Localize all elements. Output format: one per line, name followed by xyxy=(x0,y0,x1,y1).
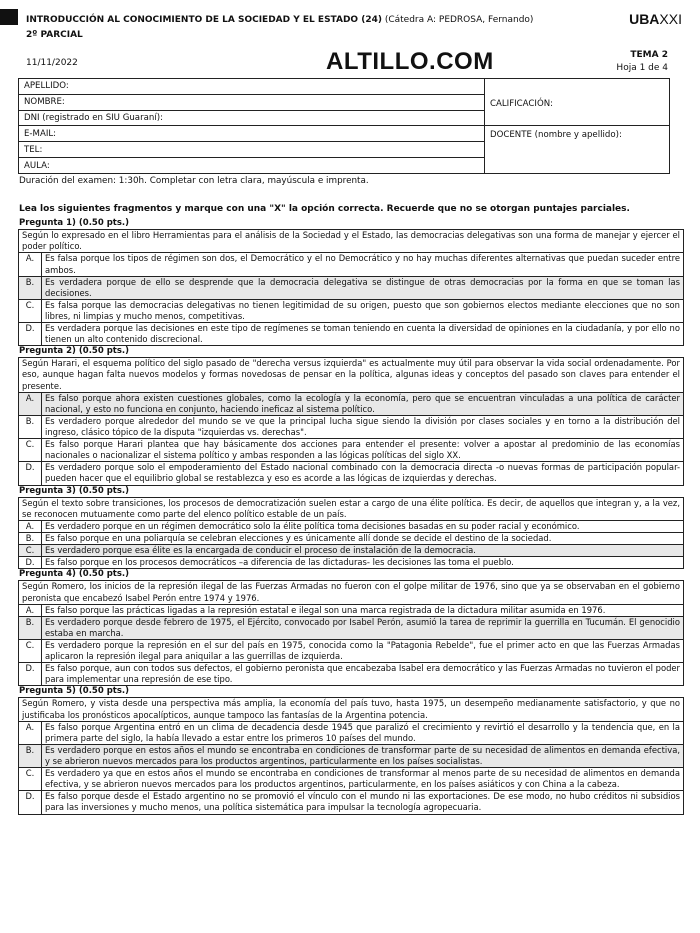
question-header: Pregunta 3) (0.50 pts.) xyxy=(19,485,130,496)
catedra-name: (Cátedra A: PEDROSA, Fernando) xyxy=(381,15,534,25)
nombre-field[interactable]: NOMBRE: xyxy=(19,94,485,110)
exam-duration: Duración del examen: 1:30h. Completar con letra clara, mayúscula e imprenta. xyxy=(19,176,369,186)
question-stem: Según el texto sobre transiciones, los procesos de democratización suelen estar a cargo de una élite política. Es decir, de aquellos que integran y, a la vez, se reconocen mutuamente como parte del elenco político estable de un país. xyxy=(18,497,684,521)
aula-field[interactable]: AULA: xyxy=(19,158,485,174)
question-3 xyxy=(18,486,684,570)
question-stem: Según Harari, el esquema político del siglo pasado de "derecha versus izquierda" es actualmente muy útil para observar la vida social ordenadamente. Por eso, aunque hagan falta nuevos modelos y formas novedosas de pensar en la política, algunas ideas y conceptos del pasado son claves para entender el presente. xyxy=(18,357,684,393)
option-c[interactable] xyxy=(19,545,684,557)
option-text: Es verdadero porque la represión en el sur del país en 1975, conocida como la "Patagonia Rebelde", fue el primer acto en que las Fuerzas Armadas aplicaron la represión ilegal para aniquilar a las guerrillas de izquierda. xyxy=(42,639,684,662)
option-a[interactable] xyxy=(19,520,684,532)
option-text: Es verdadera porque las decisiones en este tipo de regímenes se toman teniendo en cuenta la diversidad de opiniones en la ciudadanía, y por ello no tienen un alto contenido discrecional. xyxy=(42,322,684,345)
options-table xyxy=(18,721,684,815)
tel-field[interactable]: TEL: xyxy=(19,142,485,158)
dni-field[interactable]: DNI (registrado en SIU Guaraní): xyxy=(19,110,485,126)
uba-logo-text: UBA xyxy=(629,11,660,27)
exam-name: 2º PARCIAL xyxy=(26,30,83,40)
question-stem: Según lo expresado en el libro Herramientas para el análisis de la Sociedad y el Estado, las democracias delegativas son una forma de manejar y ejercer el poder político. xyxy=(18,229,684,253)
calificacion-field[interactable]: CALIFICACIÓN: xyxy=(485,79,670,126)
corner-mark xyxy=(0,9,18,25)
option-a[interactable] xyxy=(19,721,684,744)
option-text: Es falso porque, aun con todos sus defectos, el gobierno peronista que encabezaba Isabel era democrático y las Fuerzas Armadas no tuvieron el poder para implementar una represión de ese tipo. xyxy=(42,663,684,686)
option-letter[interactable]: B. xyxy=(19,415,42,438)
question-header: Pregunta 1) (0.50 pts.) xyxy=(19,218,130,228)
option-text: Es verdadero porque en un régimen democrático solo la élite política toma decisiones basadas en su poder racial y económico. xyxy=(42,520,684,532)
watermark: ALTILLO.COM xyxy=(326,48,494,75)
option-d[interactable] xyxy=(19,557,684,569)
option-text: Es falsa porque los tipos de régimen son dos, el Democrático y el no Democrático y no hay muchas diferentes alternativas que puedan suceder entre ambos. xyxy=(42,253,684,276)
option-letter[interactable]: B. xyxy=(19,276,42,299)
option-text: Es verdadero porque alrededor del mundo se ve que la principal lucha sigue siendo la división por clases sociales y en torno a la distribución del ingreso, clásico tópico de la disputa "izquierdas vs. derechas". xyxy=(42,415,684,438)
question-stem: Según Romero, los inicios de la represión ilegal de las Fuerzas Armadas no fueron con el golpe militar de 1976, sino que ya se observaban en el gobierno peronista que encabezó Isabel Perón entre 1974 y 1976. xyxy=(18,580,684,604)
option-text: Es verdadero porque esa élite es la encargada de conducir el proceso de instalación de la democracia. xyxy=(42,545,684,557)
questions-list xyxy=(18,218,684,815)
question-1 xyxy=(18,218,684,346)
option-letter[interactable]: A. xyxy=(19,721,42,744)
option-letter[interactable]: A. xyxy=(19,520,42,532)
option-text: Es falso porque en una poliarquía se celebran elecciones y es únicamente allí donde se decide el destino de la sociedad. xyxy=(42,533,684,545)
instructions: Lea los siguientes fragmentos y marque con una "X" la opción correcta. Recuerde que no se otorgan puntajes parciales. xyxy=(19,204,630,214)
question-stem: Según Romero, y vista desde una perspectiva más amplia, la economía del país tuvo, hasta 1975, un desempeño medianamente satisfactorio, y que no justificaba los pronósticos apocalípticos, aunque tampoco las fantasías de la Argentina potencia. xyxy=(18,697,684,721)
option-b[interactable] xyxy=(19,616,684,639)
option-text: Es falsa porque las democracias delegativas no tienen legitimidad de su origen, puesto que son gobiernos electos mediante elecciones que no son libres, ni limpias y mucho menos, competitivas. xyxy=(42,299,684,322)
options-table xyxy=(18,604,684,687)
option-text: Es verdadero porque en estos años el mundo se encontraba en condiciones de transformar parte de su necesidad de alimentos en demanda efectiva, y se abrieron nuevos mercados para los productos argentinos, particularmente en los países socialistas. xyxy=(42,744,684,767)
option-letter[interactable]: B. xyxy=(19,533,42,545)
option-letter[interactable]: C. xyxy=(19,299,42,322)
option-letter[interactable]: C. xyxy=(19,639,42,662)
email-field[interactable]: E-MAIL: xyxy=(19,126,485,142)
question-4 xyxy=(18,569,684,686)
option-letter[interactable]: A. xyxy=(19,253,42,276)
option-letter[interactable]: C. xyxy=(19,439,42,462)
options-table xyxy=(18,520,684,569)
question-5 xyxy=(18,686,684,814)
option-letter[interactable]: D. xyxy=(19,557,42,569)
page-indicator: Hoja 1 de 4 xyxy=(616,63,668,73)
exam-date: 11/11/2022 xyxy=(26,58,78,68)
question-header: Pregunta 5) (0.50 pts.) xyxy=(19,686,130,697)
option-a[interactable] xyxy=(19,604,684,616)
option-letter[interactable]: C. xyxy=(19,545,42,557)
option-text: Es verdadera porque de ello se desprende que la democracia delegativa se distingue de otras democracias por la forma en que se toman las decisiones. xyxy=(42,276,684,299)
course-name: INTRODUCCIÓN AL CONOCIMIENTO DE LA SOCIEDAD Y EL ESTADO (24) xyxy=(26,15,382,25)
docente-field[interactable]: DOCENTE (nombre y apellido): xyxy=(485,126,670,174)
option-a[interactable] xyxy=(19,253,684,276)
option-d[interactable] xyxy=(19,462,684,485)
apellido-field[interactable]: APELLIDO: xyxy=(19,79,485,95)
options-table xyxy=(18,252,684,346)
option-b[interactable] xyxy=(19,744,684,767)
options-table xyxy=(18,392,684,486)
option-c[interactable] xyxy=(19,439,684,462)
option-c[interactable] xyxy=(19,639,684,662)
option-letter[interactable]: B. xyxy=(19,744,42,767)
option-letter[interactable]: D. xyxy=(19,462,42,485)
option-letter[interactable]: C. xyxy=(19,768,42,791)
option-d[interactable] xyxy=(19,791,684,814)
option-text: Es verdadero porque solo el empoderamiento del Estado nacional combinado con la democracia directa -o nuevas formas de participación popular- pueden hacer que el equilibrio global se restablezca y eso es acorde a las lógicas de izquierdas y derechas. xyxy=(42,462,684,485)
option-text: Es falso porque Argentina entró en un clima de decadencia desde 1945 que paralizó el crecimiento y revirtió el desarrollo y la tendencia que, en la primera parte del siglo, la había llevado a estar entre los primeros 10 países del mundo. xyxy=(42,721,684,744)
option-a[interactable] xyxy=(19,392,684,415)
question-header: Pregunta 4) (0.50 pts.) xyxy=(19,569,130,580)
tema-label: TEMA 2 xyxy=(630,50,668,60)
option-c[interactable] xyxy=(19,768,684,791)
option-letter[interactable]: A. xyxy=(19,604,42,616)
question-2 xyxy=(18,346,684,485)
uba-logo-xxi: XXI xyxy=(659,11,682,27)
option-letter[interactable]: D. xyxy=(19,322,42,345)
option-text: Es falso porque desde el Estado argentino no se promovió el vínculo con el mundo ni las exportaciones. De ese modo, no hubo créditos ni subsidios para las inversiones y mucho menos, una política sistemática para impulsar la tecnología agropecuaria. xyxy=(42,791,684,814)
option-b[interactable] xyxy=(19,415,684,438)
option-d[interactable] xyxy=(19,663,684,686)
option-c[interactable] xyxy=(19,299,684,322)
option-letter[interactable]: D. xyxy=(19,663,42,686)
option-d[interactable] xyxy=(19,322,684,345)
option-letter[interactable]: D. xyxy=(19,791,42,814)
option-text: Es falso porque las prácticas ligadas a la represión estatal e ilegal son una marca registrada de la dictadura militar asumida en 1976. xyxy=(42,604,684,616)
option-letter[interactable]: B. xyxy=(19,616,42,639)
option-b[interactable] xyxy=(19,533,684,545)
option-text: Es falso porque en los procesos democráticos –a diferencia de las dictaduras- les decisiones las toma el pueblo. xyxy=(42,557,684,569)
option-text: Es verdadero porque desde febrero de 1975, el Ejército, convocado por Isabel Perón, asumió la tarea de reprimir la guerrilla en Tucumán. El genocidio estaba en marcha. xyxy=(42,616,684,639)
uba-logo xyxy=(629,11,682,27)
student-info-table xyxy=(18,78,670,174)
question-header: Pregunta 2) (0.50 pts.) xyxy=(19,346,130,357)
option-letter[interactable]: A. xyxy=(19,392,42,415)
option-text: Es falso porque Harari plantea que hay básicamente dos acciones para entender el presente: volver a apostar al predominio de las economías nacionales o nacionalizar el sistema político y ambas responden a las lógicas políticas del siglo XX. xyxy=(42,439,684,462)
option-text: Es verdadero ya que en estos años el mundo se encontraba en condiciones de transformar al menos parte de su necesidad de alimentos en demanda efectiva, y se abrieron nuevos mercados para los productos argentinos, particularmente, en los países asiáticos y con China a la cabeza. xyxy=(42,768,684,791)
course-title xyxy=(26,15,533,25)
option-b[interactable] xyxy=(19,276,684,299)
option-text: Es falso porque ahora existen cuestiones globales, como la ecología y la economía, pero que se encuentran vinculadas a una política de carácter nacional, y esto no funciona en conjunto, haciendo ineficaz al sistema político. xyxy=(42,392,684,415)
